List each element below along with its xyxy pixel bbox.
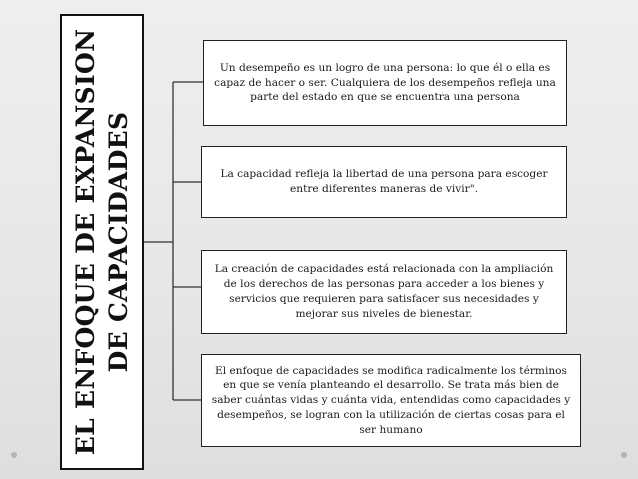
title-line-2: DE CAPACIDADES	[104, 111, 133, 373]
concept-box-3-text: La creación de capacidades está relacionada con la ampliación de los derechos de las personas para acceder a los bienes y servicios que requieren para satisfacer sus necesidades y mejorar sus niveles de bienestar.	[214, 263, 554, 320]
concept-box-3	[201, 250, 567, 334]
concept-box-1	[203, 40, 567, 126]
concept-box-2-text: La capacidad refleja la libertad de una persona para escoger entre diferentes maneras de vivir".	[220, 168, 548, 195]
concept-box-1-text: Un desempeño es un logro de una persona: lo que él o ella es capaz de hacer o ser. Cualquiera de los desempeños refleja una parte del estado en que se encuentra una persona	[214, 61, 556, 104]
title-line-1: EL ENFOQUE DE EXPANSION	[71, 28, 100, 456]
decorative-dot-left	[11, 452, 17, 458]
concept-box-4-text: El enfoque de capacidades se modifica radicalmente los términos en que se venía planteando el desarrollo. Se trata más bien de saber cuántas vidas y cuánta vida, entendidas como capacidades y desempeños, se logran con la utilización de ciertas cosas para el ser humano	[211, 364, 571, 436]
concept-box-2	[201, 146, 567, 218]
decorative-dot-right	[621, 452, 627, 458]
concept-box-4	[201, 354, 581, 447]
